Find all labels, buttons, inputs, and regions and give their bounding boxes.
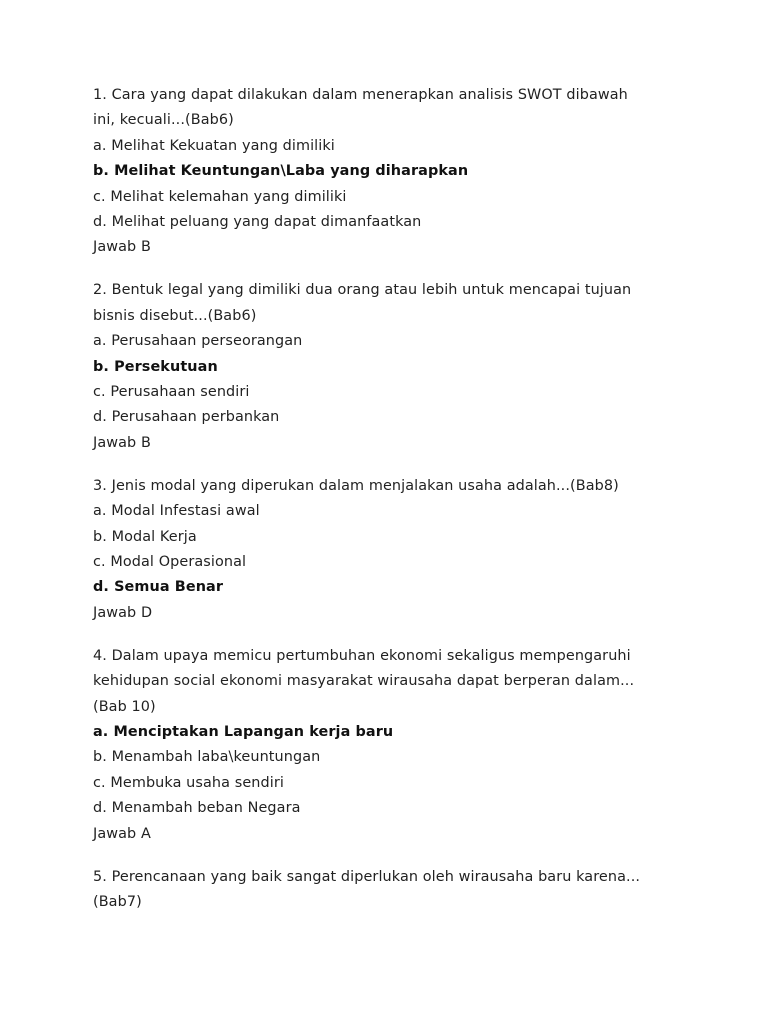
answer-key: Jawab B: [93, 434, 151, 451]
option: d. Perusahaan perbankan: [93, 409, 280, 426]
option: c. Membuka usaha sendiri: [93, 774, 284, 791]
question-text: 1. Cara yang dapat dilakukan dalam menerapkan analisis SWOT dibawah: [93, 87, 628, 103]
option: b. Modal Kerja: [93, 528, 197, 545]
question-4: [93, 644, 693, 847]
correct-option: a. Menciptakan Lapangan kerja baru: [93, 724, 394, 741]
question-text: ini, kecuali...(Bab6): [93, 112, 234, 129]
question-1: [93, 83, 693, 261]
question-text: (Bab7): [93, 894, 142, 911]
option: c. Perusahaan sendiri: [93, 383, 250, 400]
correct-option: b. Persekutuan: [93, 358, 218, 375]
option: b. Menambah laba\keuntungan: [93, 749, 321, 766]
document-body: [93, 83, 693, 933]
question-5: [93, 865, 693, 916]
option: a. Modal Infestasi awal: [93, 503, 260, 520]
answer-key: Jawab D: [93, 604, 153, 621]
question-2: [93, 278, 693, 456]
question-3: [93, 474, 693, 626]
question-text: kehidupan social ekonomi masyarakat wirausaha dapat berperan dalam...: [93, 673, 635, 690]
question-text: 5. Perencanaan yang baik sangat diperlukan oleh wirausaha baru karena...: [93, 868, 641, 885]
question-text: 4. Dalam upaya memicu pertumbuhan ekonomi sekaligus mempengaruhi: [93, 647, 631, 664]
correct-option: b. Melihat Keuntungan\Laba yang diharapkan: [93, 163, 469, 180]
question-text: bisnis disebut...(Bab6): [93, 307, 257, 324]
option: c. Modal Operasional: [93, 554, 247, 571]
question-text: 3. Jenis modal yang diperukan dalam menjalakan usaha adalah...(Bab8): [93, 477, 619, 494]
question-text: (Bab 10): [93, 698, 156, 715]
question-text: 2. Bentuk legal yang dimiliki dua orang atau lebih untuk mencapai tujuan: [93, 282, 632, 299]
option: a. Melihat Kekuatan yang dimiliki: [93, 137, 335, 154]
option: c. Melihat kelemahan yang dimiliki: [93, 188, 347, 205]
option: d. Melihat peluang yang dapat dimanfaatkan: [93, 213, 422, 230]
correct-option: d. Semua Benar: [93, 579, 224, 596]
answer-key: Jawab B: [93, 239, 151, 256]
option: d. Menambah beban Negara: [93, 800, 301, 817]
answer-key: Jawab A: [93, 825, 151, 842]
option: a. Perusahaan perseorangan: [93, 333, 303, 350]
